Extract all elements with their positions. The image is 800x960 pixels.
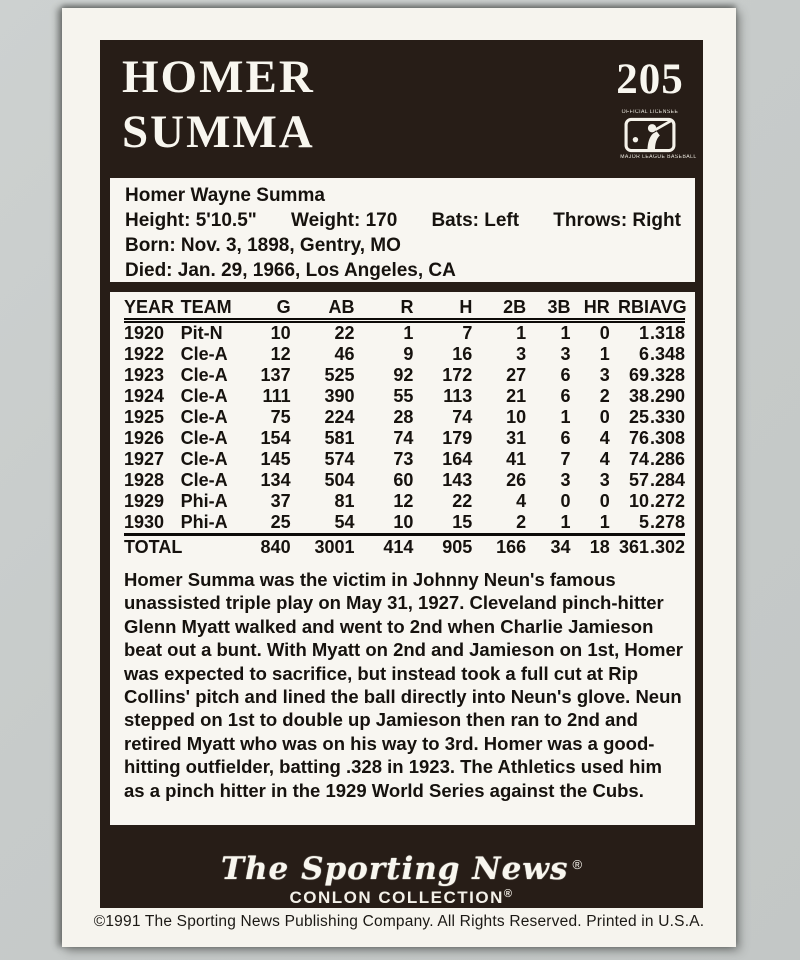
stats-cell: 1 [599,344,610,364]
badge-top-text: OFFICIAL LICENSEE [621,109,679,115]
conlon-collection-label [100,888,703,908]
stats-cell: 1 [639,323,650,343]
stats-cell: 0 [599,407,610,427]
stats-cell: 21 [506,386,527,406]
brand-footer [100,852,703,908]
stats-cell: Cle-A [180,470,228,490]
stats-cell: 16 [452,344,473,364]
stats-cell: 1928 [124,470,165,490]
stats-header-cell: YEAR [124,297,181,321]
stats-header-cell: AVG [649,297,685,321]
stats-cell: .328 [649,365,685,385]
bats-value: Bats: Left [431,210,520,231]
vitals-line [125,208,683,233]
stats-cell: 1 [560,323,571,343]
stats-cell: 15 [452,512,473,532]
stats-cell: .284 [649,470,685,490]
player-full-name: Homer Wayne Summa [125,185,325,206]
stats-cell: 1925 [124,407,165,427]
stats-cell: 3001 [291,535,355,559]
badge-bottom-text: MAJOR LEAGUE BASEBALL [620,154,697,160]
copyright-line: ©1991 The Sporting News Publishing Company. All Rights Reserved. Printed in U.S.A. [93,913,705,930]
stats-cell: 1927 [124,449,165,469]
stats-cell: 3 [516,344,527,364]
stats-row [124,428,685,449]
stats-cell: 166 [472,535,526,559]
stats-cell: 1924 [124,386,165,406]
stats-row [124,449,685,470]
stats-cell: 3 [599,470,610,490]
stats-cell: 137 [260,365,291,385]
stats-cell: 10 [628,491,650,511]
stats-cell: 1 [516,323,527,343]
stats-cell: 113 [443,386,473,406]
player-name-line2: SUMMA [122,106,315,158]
stats-cell: 76 [628,428,650,448]
stats-cell: 74 [393,428,414,448]
stats-cell: .290 [649,386,685,406]
stats-header-cell: RBI [610,297,649,321]
stats-cell: 10 [393,512,414,532]
stats-cell: 4 [599,449,610,469]
player-name-line1: HOMER [122,51,315,103]
stats-cell: 25 [270,512,291,532]
born-line: Born: Nov. 3, 1898, Gentry, MO [125,235,401,256]
stats-cell: 7 [560,449,571,469]
stats-cell: Pit-N [180,323,223,343]
stats-cell: 31 [506,428,527,448]
stats-cell: 504 [324,470,355,490]
stats-cell: Cle-A [180,428,228,448]
stats-cell: 6 [560,386,571,406]
stats-cell: 22 [334,323,355,343]
stats-cell: 172 [442,365,473,385]
registered-mark-icon: ® [503,888,514,900]
stats-cell: 74 [452,407,473,427]
stats-cell: 3 [599,365,610,385]
sporting-news-logo [100,852,703,886]
stats-cell: Cle-A [180,407,228,427]
stats-cell: 10 [506,407,527,427]
stats-cell: 134 [260,470,291,490]
stats-cell: 6 [560,428,571,448]
card-dark-panel [100,40,703,908]
stats-cell: 55 [393,386,414,406]
stats-header-cell: G [246,297,290,321]
stats-cell: 75 [270,407,291,427]
sporting-news-wordmark: The Sporting News [220,851,569,887]
stats-cell: .348 [649,344,685,364]
stats-cell: 41 [506,449,527,469]
throws-value: Throws: Right [553,210,681,231]
stats-cell: 92 [393,365,414,385]
stats-cell: 361 [610,535,649,559]
stats-cell: Cle-A [180,386,228,406]
stats-header-cell: 3B [526,297,570,321]
stats-header-cell: AB [291,297,355,321]
stats-row [124,365,685,386]
stats-cell: 164 [442,449,473,469]
stats-cell: 18 [570,535,609,559]
stats-cell: Phi-A [180,491,228,511]
stats-header-cell: H [413,297,472,321]
stats-cell: 145 [260,449,291,469]
stats-cell: 9 [403,344,414,364]
stats-cell: 4 [516,491,527,511]
biography-text: Homer Summa was the victim in Johnny Neun's famous unassisted triple play on May 31, 1927. Cleveland pinch-hitter Glenn Myatt walked and went to 2nd when Charlie Jamieson beat out a bunt. With Myatt on 2nd and Jamieson on 1st, Homer was expected to sacrifice, but instead took a full cut at Rip Collins' pitch and lined the ball directly into Neun's glove. Neun stepped on 1st to double up Jamieson then ran to 2nd and retired Myatt who was on his way to 3rd. Homer was a good-hitting outfielder, batting .328 in 1923. The Athletics used him as a pinch hitter in the 1929 World Series against the Cubs. [124,569,683,801]
stats-cell: 74 [628,449,650,469]
weight-value: Weight: 170 [290,210,398,231]
stats-cell: 7 [462,323,473,343]
stats-cell: Cle-A [180,344,228,364]
stats-row [124,491,685,512]
stats-cell: 1926 [124,428,165,448]
stats-cell: .302 [649,535,685,559]
stats-row [124,386,685,407]
stats-cell: 414 [355,535,414,559]
stats-cell: 1922 [124,344,165,364]
stats-cell: 1 [560,407,571,427]
stats-cell: 0 [599,323,610,343]
stats-cell: .286 [649,449,685,469]
stats-cell: Phi-A [180,512,228,532]
stats-cell: 34 [526,535,570,559]
died-line: Died: Jan. 29, 1966, Los Angeles, CA [125,260,456,281]
stats-cell: 179 [442,428,473,448]
player-name-title [122,50,315,161]
stats-cell: 2 [599,386,610,406]
stats-cell: .272 [649,491,685,511]
stats-cell: 81 [334,491,355,511]
stats-total-label: TOTAL [124,535,246,559]
stats-cell: 27 [506,365,527,385]
stats-cell: .278 [649,512,685,532]
registered-mark-icon: ® [572,857,583,872]
stats-cell: 37 [270,491,291,511]
stats-cell: 905 [413,535,472,559]
stats-cell: 0 [560,491,571,511]
stats-cell: 73 [393,449,414,469]
stats-cell: .330 [649,407,685,427]
stats-row [124,321,685,345]
stats-cell: 1920 [124,323,165,343]
stats-cell: 10 [270,323,291,343]
stats-cell: 6 [639,344,650,364]
trading-card-back [62,8,736,947]
stats-cell: 6 [560,365,571,385]
stats-cell: 25 [628,407,650,427]
stats-cell: 28 [393,407,414,427]
stats-cell: 581 [324,428,355,448]
stats-cell: 60 [393,470,414,490]
mlb-official-licensee-badge [615,109,697,161]
stats-total-row [124,535,685,559]
stats-cell: 111 [262,386,291,406]
height-value: Height: 5'10.5" [125,210,257,231]
bio-box [110,178,695,282]
stats-row [124,470,685,491]
stats-cell: Cle-A [180,365,228,385]
stats-cell: 224 [324,407,355,427]
stats-cell: 54 [334,512,355,532]
stats-cell: 22 [452,491,473,511]
mlb-batter-icon [624,117,676,153]
stats-cell: 525 [324,365,355,385]
stats-cell: 574 [324,449,355,469]
stats-cell: 4 [599,428,610,448]
career-stats-table [124,297,685,558]
stats-cell: 12 [270,344,291,364]
stats-cell: 1923 [124,365,165,385]
stats-cell: 1 [403,323,414,343]
stats-cell: 154 [260,428,291,448]
stats-header-cell: HR [570,297,609,321]
stats-cell: 57 [628,470,650,490]
stats-cell: 0 [599,491,610,511]
card-number: 205 [616,56,684,103]
stats-cell: 143 [442,470,473,490]
header-right-block [615,50,697,161]
stats-cell: 390 [324,386,355,406]
stats-cell: Cle-A [180,449,228,469]
stats-cell: 1 [560,512,571,532]
stats-cell: .308 [649,428,685,448]
stats-header-row [124,297,685,321]
stats-cell: 69 [628,365,650,385]
stats-cell: 1930 [124,512,165,532]
stats-row [124,407,685,428]
stats-header-cell: R [355,297,414,321]
stats-cell: 3 [560,344,571,364]
stats-and-biography-box [110,292,695,825]
stats-cell: 1 [599,512,610,532]
conlon-collection-text: CONLON COLLECTION [289,888,504,907]
stats-cell: 2 [516,512,527,532]
stats-cell: 3 [560,470,571,490]
stats-cell: .318 [649,323,685,343]
card-header [100,40,703,161]
stats-cell: 5 [639,512,650,532]
stats-row [124,512,685,535]
stats-header-cell: 2B [472,297,526,321]
stats-cell: 1929 [124,491,165,511]
stats-cell: 38 [628,386,650,406]
stats-row [124,344,685,365]
stats-cell: 46 [334,344,355,364]
stats-header-cell: TEAM [181,297,247,321]
stats-cell: 12 [393,491,414,511]
stats-cell: 840 [246,535,290,559]
stats-cell: 26 [506,470,527,490]
